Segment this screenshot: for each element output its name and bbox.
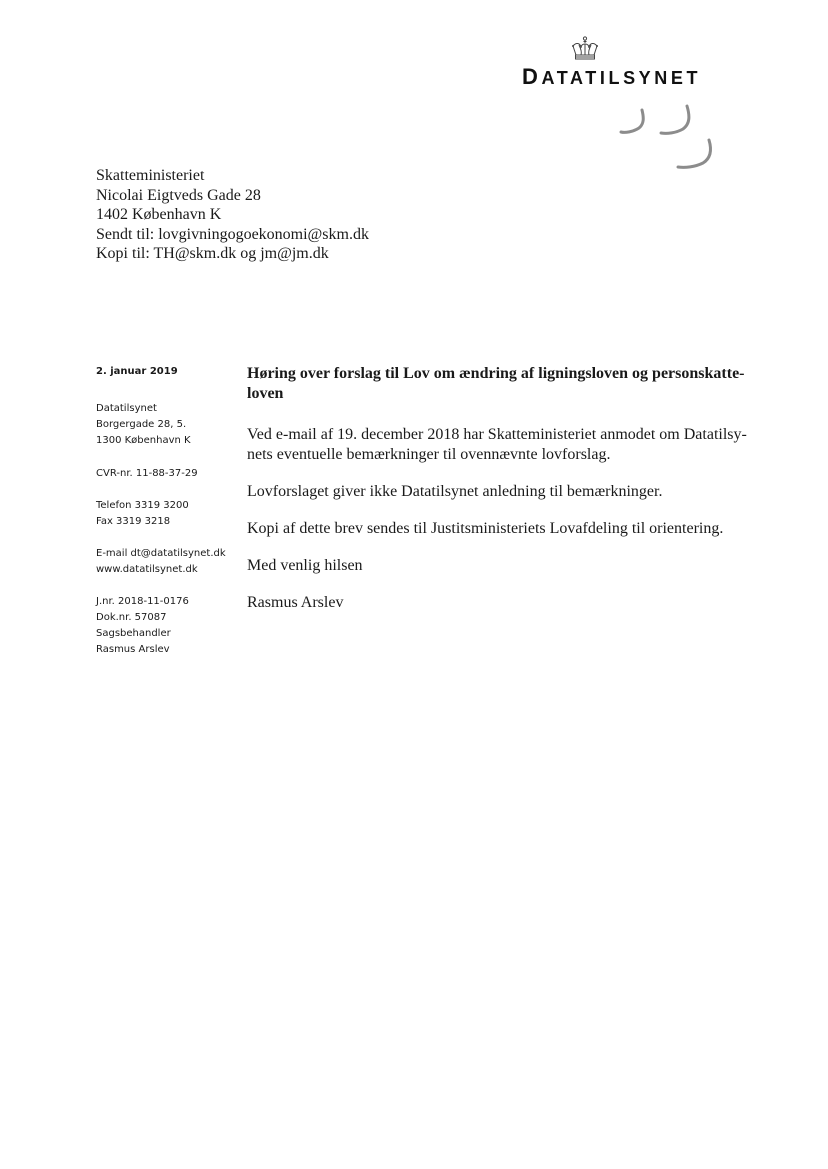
body-paragraph: Kopi af dette brev sendes til Justitsministeriets Lovafdeling til orientering. bbox=[247, 520, 724, 537]
sender-phone: Telefon 3319 3200 bbox=[96, 500, 189, 511]
crown-icon bbox=[569, 36, 601, 62]
journal-number: J.nr. 2018-11-0176 bbox=[96, 596, 189, 607]
brand-initial: D bbox=[522, 64, 542, 89]
letter-date: 2. januar 2019 bbox=[96, 366, 178, 377]
subject-line: loven bbox=[247, 385, 284, 402]
body-paragraph: Lovforslaget giver ikke Datatilsynet anledning til bemærkninger. bbox=[247, 483, 663, 500]
recipient-street: Nicolai Eigtveds Gade 28 bbox=[96, 186, 261, 204]
sender-org-street: Borgergade 28, 5. bbox=[96, 419, 187, 430]
letter-body bbox=[247, 364, 752, 630]
sender-sidebar bbox=[96, 364, 246, 658]
sender-org-name: Datatilsynet bbox=[96, 403, 157, 414]
handwritten-initials bbox=[615, 100, 730, 180]
sender-org-city: 1300 København K bbox=[96, 435, 191, 446]
case-handler-name: Rasmus Arslev bbox=[96, 644, 170, 655]
sender-fax: Fax 3319 3218 bbox=[96, 516, 171, 527]
document-number: Dok.nr. 57087 bbox=[96, 612, 167, 623]
case-handler-label: Sagsbehandler bbox=[96, 628, 171, 639]
paragraph-line: nets eventuelle bemærkninger til ovennævnte lovforslag. bbox=[247, 446, 611, 463]
recipient-copy-to: Kopi til: TH@skm.dk og jm@jm.dk bbox=[96, 245, 329, 262]
closing-greeting: Med venlig hilsen bbox=[247, 557, 363, 574]
brand-rest: ATATILSYNET bbox=[541, 68, 702, 88]
paragraph-line: Ved e-mail af 19. december 2018 har Skatteministeriet anmodet om Datatilsy- bbox=[247, 426, 747, 443]
recipient-address bbox=[96, 166, 369, 264]
subject-line: Høring over forslag til Lov om ændring af ligningsloven og personskatte- bbox=[247, 365, 745, 382]
brand-name bbox=[522, 64, 701, 90]
body-paragraph bbox=[247, 425, 752, 465]
recipient-city: 1402 København K bbox=[96, 206, 222, 223]
signature-name: Rasmus Arslev bbox=[247, 594, 344, 611]
sender-website: www.datatilsynet.dk bbox=[96, 564, 198, 575]
recipient-sent-to: Sendt til: lovgivningogoekonomi@skm.dk bbox=[96, 225, 369, 243]
sender-email: E-mail dt@datatilsynet.dk bbox=[96, 548, 226, 559]
recipient-name: Skatteministeriet bbox=[96, 167, 205, 184]
letter-subject bbox=[247, 364, 752, 404]
sender-cvr: CVR-nr. 11-88-37-29 bbox=[96, 468, 198, 479]
